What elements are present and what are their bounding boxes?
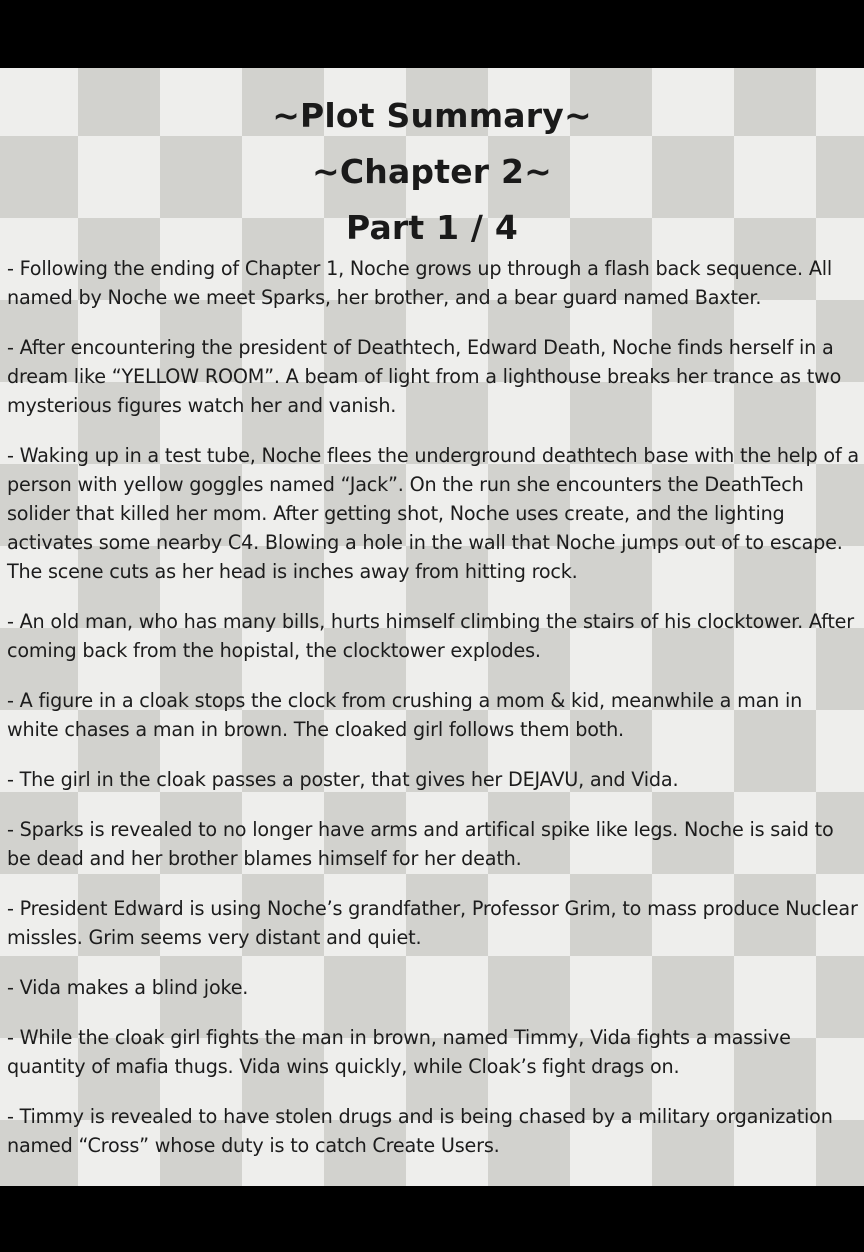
summary-item: - The girl in the cloak passes a poster, that gives her DEJAVU, and Vida. <box>7 768 679 791</box>
summary-item: - After encountering the president of Deathtech, Edward Death, Noche finds herself in a dream like “YELLOW ROOM”. A beam of light from a lighthouse breaks her trance as two mysterious figures watch her and vanish. <box>7 336 842 417</box>
summary-list <box>7 254 859 1181</box>
bottom-letterbox <box>0 1186 864 1252</box>
summary-item: - Vida makes a blind joke. <box>7 976 249 999</box>
page-title <box>0 88 864 256</box>
summary-item: - Timmy is revealed to have stolen drugs and is being chased by a military organization named “Cross” whose duty is to catch Create Users. <box>7 1105 833 1157</box>
summary-item: - An old man, who has many bills, hurts himself climbing the stairs of his clocktower. After coming back from the hopistal, the clocktower explodes. <box>7 610 854 662</box>
summary-item: - Sparks is revealed to no longer have arms and artifical spike like legs. Noche is said to be dead and her brother blames himself for her death. <box>7 818 834 870</box>
summary-item: - While the cloak girl fights the man in brown, named Timmy, Vida fights a massive quantity of mafia thugs. Vida wins quickly, while Cloak’s fight drags on. <box>7 1026 791 1078</box>
summary-item: - President Edward is using Noche’s grandfather, Professor Grim, to mass produce Nuclear missles. Grim seems very distant and quiet. <box>7 897 858 949</box>
title-part: Part 1 / 4 <box>345 208 519 247</box>
title-chapter: ~Chapter 2~ <box>312 152 552 191</box>
title-plot-summary: ~Plot Summary~ <box>272 96 592 135</box>
summary-page <box>0 68 864 1186</box>
summary-item: - A figure in a cloak stops the clock from crushing a mom & kid, meanwhile a man in white chases a man in brown. The cloaked girl follows them both. <box>7 689 803 741</box>
summary-item: - Following the ending of Chapter 1, Noche grows up through a flash back sequence. All named by Noche we meet Sparks, her brother, and a bear guard named Baxter. <box>7 257 833 309</box>
top-letterbox <box>0 0 864 68</box>
summary-item: - Waking up in a test tube, Noche flees the underground deathtech base with the help of a person with yellow goggles named “Jack”. On the run she encounters the DeathTech solider that killed her mom. After getting shot, Noche uses create, and the lighting activates some nearby C4. Blowing a hole in the wall that Noche jumps out of to escape. The scene cuts as her head is inches away from hitting rock. <box>7 444 859 583</box>
